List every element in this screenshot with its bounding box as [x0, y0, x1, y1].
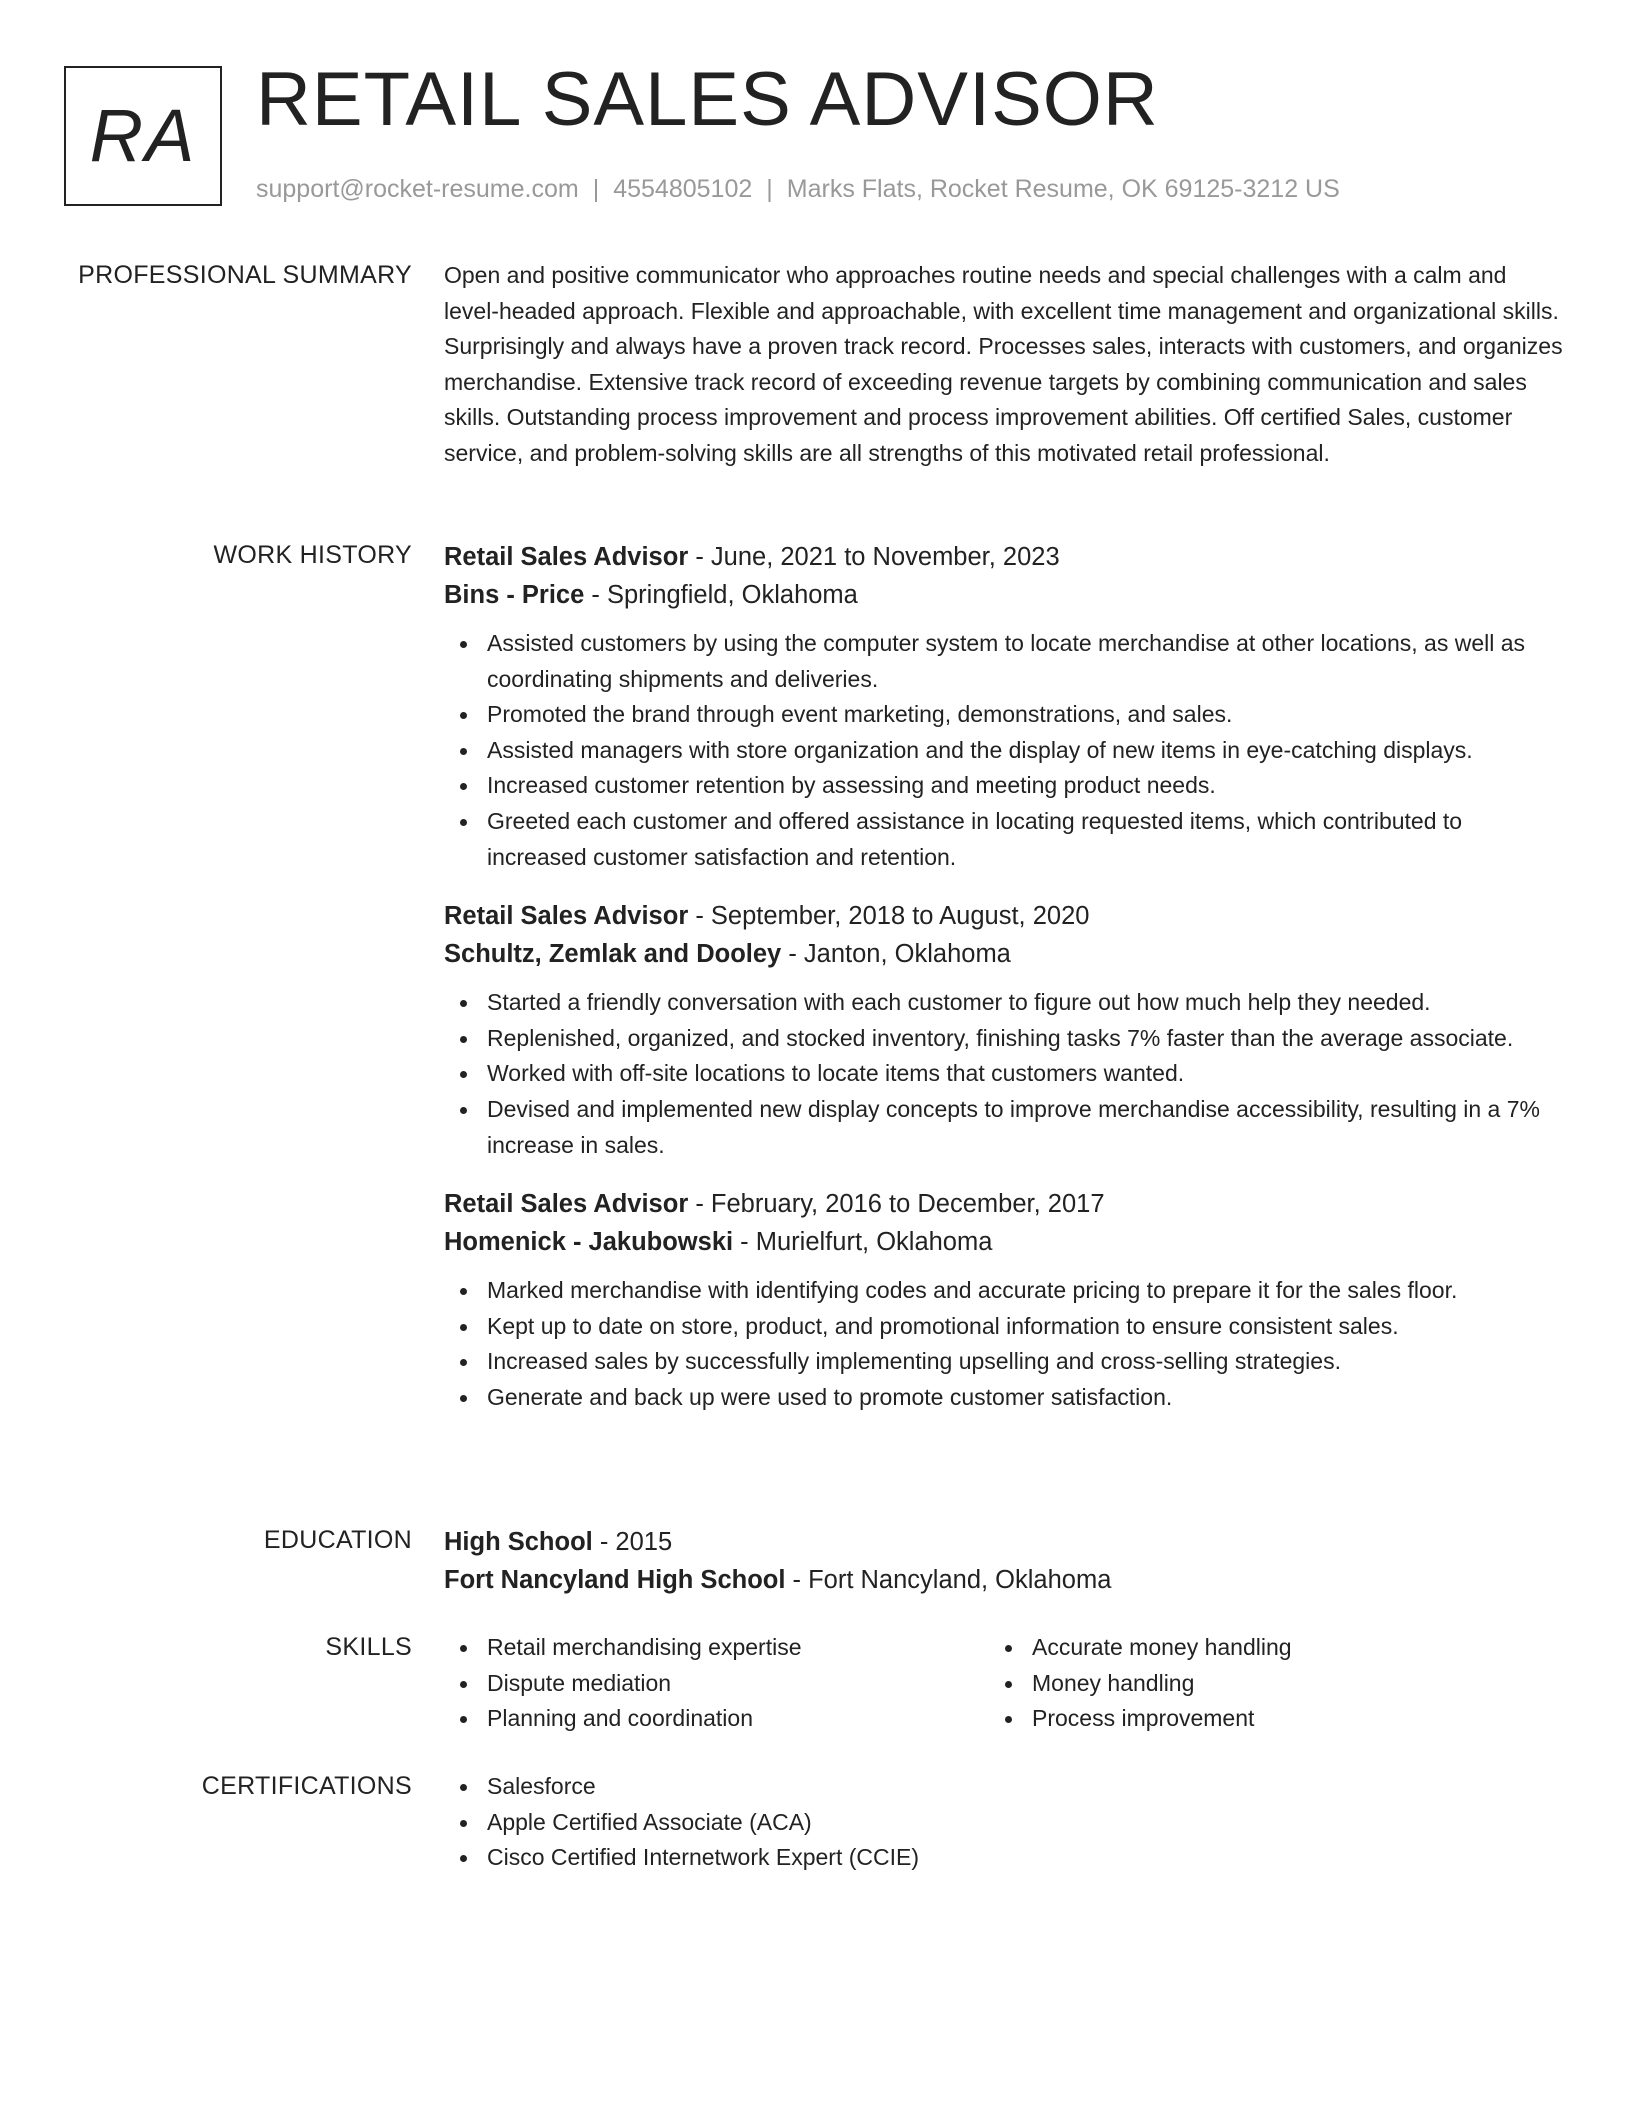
certification-item: Salesforce [444, 1769, 1564, 1805]
education-body [444, 1523, 1564, 1599]
contact-phone[interactable]: 4554805102 [613, 175, 753, 203]
contact-email[interactable]: support@rocket-resume.com [256, 175, 579, 203]
skill-item: Process improvement [989, 1701, 1534, 1737]
job-bullet-list [444, 985, 1564, 1163]
certifications-list [444, 1769, 1564, 1876]
job-company-line [444, 935, 1564, 973]
list-item: Increased customer retention by assessing and meeting product needs. [444, 768, 1564, 804]
list-item: Greeted each customer and offered assistance in locating requested items, which contributed to increased customer satisfaction and retention. [444, 804, 1564, 875]
skill-item: Money handling [989, 1666, 1534, 1702]
job-title: Retail Sales Advisor [444, 543, 689, 571]
work-history-body [444, 538, 1564, 1416]
list-item: Devised and implemented new display concepts to improve merchandise accessibility, resulting in a 7% increase in sales. [444, 1092, 1564, 1163]
section-label-education: EDUCATION [263, 1526, 412, 1554]
monogram-initials: RA [89, 94, 197, 177]
job-dates: - September, 2018 to August, 2020 [688, 902, 1090, 931]
contact-line [256, 173, 1340, 206]
education-year: - 2015 [592, 1528, 673, 1556]
job-title-line [444, 1185, 1564, 1223]
list-item: Worked with off-site locations to locate items that customers wanted. [444, 1056, 1564, 1092]
job-bullet-list [444, 626, 1564, 875]
skill-item: Dispute mediation [444, 1666, 989, 1702]
job-company-line [444, 576, 1564, 614]
list-item: Assisted managers with store organization and the display of new items in eye-catching displays. [444, 733, 1564, 769]
contact-address: Marks Flats, Rocket Resume, OK 69125-3212 US [786, 175, 1340, 203]
skills-list-left [444, 1630, 989, 1737]
certification-item: Apple Certified Associate (ACA) [444, 1805, 1564, 1841]
job-title: Retail Sales Advisor [444, 902, 689, 931]
education-degree: High School [444, 1528, 593, 1556]
education-degree-line [444, 1523, 1564, 1561]
list-item: Increased sales by successfully implementing upselling and cross-selling strategies. [444, 1344, 1564, 1380]
job-title-line [444, 538, 1564, 576]
education-school-line [444, 1561, 1564, 1599]
job-title: Retail Sales Advisor [444, 1190, 689, 1219]
section-label-certifications: CERTIFICATIONS [201, 1772, 412, 1800]
education-school: Fort Nancyland High School [444, 1566, 786, 1594]
contact-separator: | [766, 175, 773, 203]
section-label-summary: PROFESSIONAL SUMMARY [78, 261, 412, 289]
job-location: - Janton, Oklahoma [781, 940, 1011, 969]
job-company: Homenick - Jakubowski [444, 1228, 734, 1257]
job-location: - Murielfurt, Oklahoma [733, 1228, 993, 1257]
job-company: Bins - Price [444, 581, 585, 609]
job-dates: - June, 2021 to November, 2023 [688, 543, 1060, 571]
education-location: - Fort Nancyland, Oklahoma [785, 1566, 1112, 1594]
skills-grid [444, 1630, 1564, 1737]
contact-separator: | [592, 175, 600, 203]
job-entry [444, 538, 1564, 875]
section-label-skills: SKILLS [325, 1633, 412, 1661]
monogram-box [64, 66, 222, 206]
list-item: Started a friendly conversation with each customer to figure out how much help they needed. [444, 985, 1564, 1021]
summary-body [444, 258, 1564, 472]
list-item: Marked merchandise with identifying codes and accurate pricing to prepare it for the sales floor. [444, 1273, 1564, 1309]
job-company: Schultz, Zemlak and Dooley [444, 940, 782, 969]
list-item: Generate and back up were used to promote customer satisfaction. [444, 1380, 1564, 1416]
job-entry [444, 1185, 1564, 1415]
list-item: Promoted the brand through event marketing, demonstrations, and sales. [444, 697, 1564, 733]
job-location: - Springfield, Oklahoma [584, 581, 858, 609]
job-title-line [444, 897, 1564, 935]
skill-item: Planning and coordination [444, 1701, 989, 1737]
skill-item: Accurate money handling [989, 1630, 1534, 1666]
section-label-work-history: WORK HISTORY [213, 541, 412, 569]
job-entry [444, 897, 1564, 1163]
job-company-line [444, 1223, 1564, 1261]
list-item: Assisted customers by using the computer system to locate merchandise at other locations, as well as coordinating shipments and deliveries. [444, 626, 1564, 697]
resume-title: RETAIL SALES ADVISOR [256, 57, 1159, 142]
summary-text: Open and positive communicator who approaches routine needs and special challenges with a calm and level-headed approach. Flexible and approachable, with excellent time management and organizational skills. Surprisingly and always have a proven track record. Processes sales, interacts with customers, and organizes merchandise. Extensive track record of exceeding revenue targets by combining communication and sales skills. Outstanding process improvement and process improvement abilities. Off certified Sales, customer service, and problem-solving skills are all strengths of this motivated retail professional. [444, 262, 1563, 466]
skill-item: Retail merchandising expertise [444, 1630, 989, 1666]
list-item: Replenished, organized, and stocked inventory, finishing tasks 7% faster than the average associate. [444, 1021, 1564, 1057]
list-item: Kept up to date on store, product, and promotional information to ensure consistent sales. [444, 1309, 1564, 1345]
skills-body [444, 1630, 1564, 1737]
skills-list-right [989, 1630, 1534, 1737]
job-dates: - February, 2016 to December, 2017 [688, 1190, 1105, 1219]
certification-item: Cisco Certified Internetwork Expert (CCIE) [444, 1840, 1564, 1876]
job-bullet-list [444, 1273, 1564, 1415]
certifications-body [444, 1769, 1564, 1876]
